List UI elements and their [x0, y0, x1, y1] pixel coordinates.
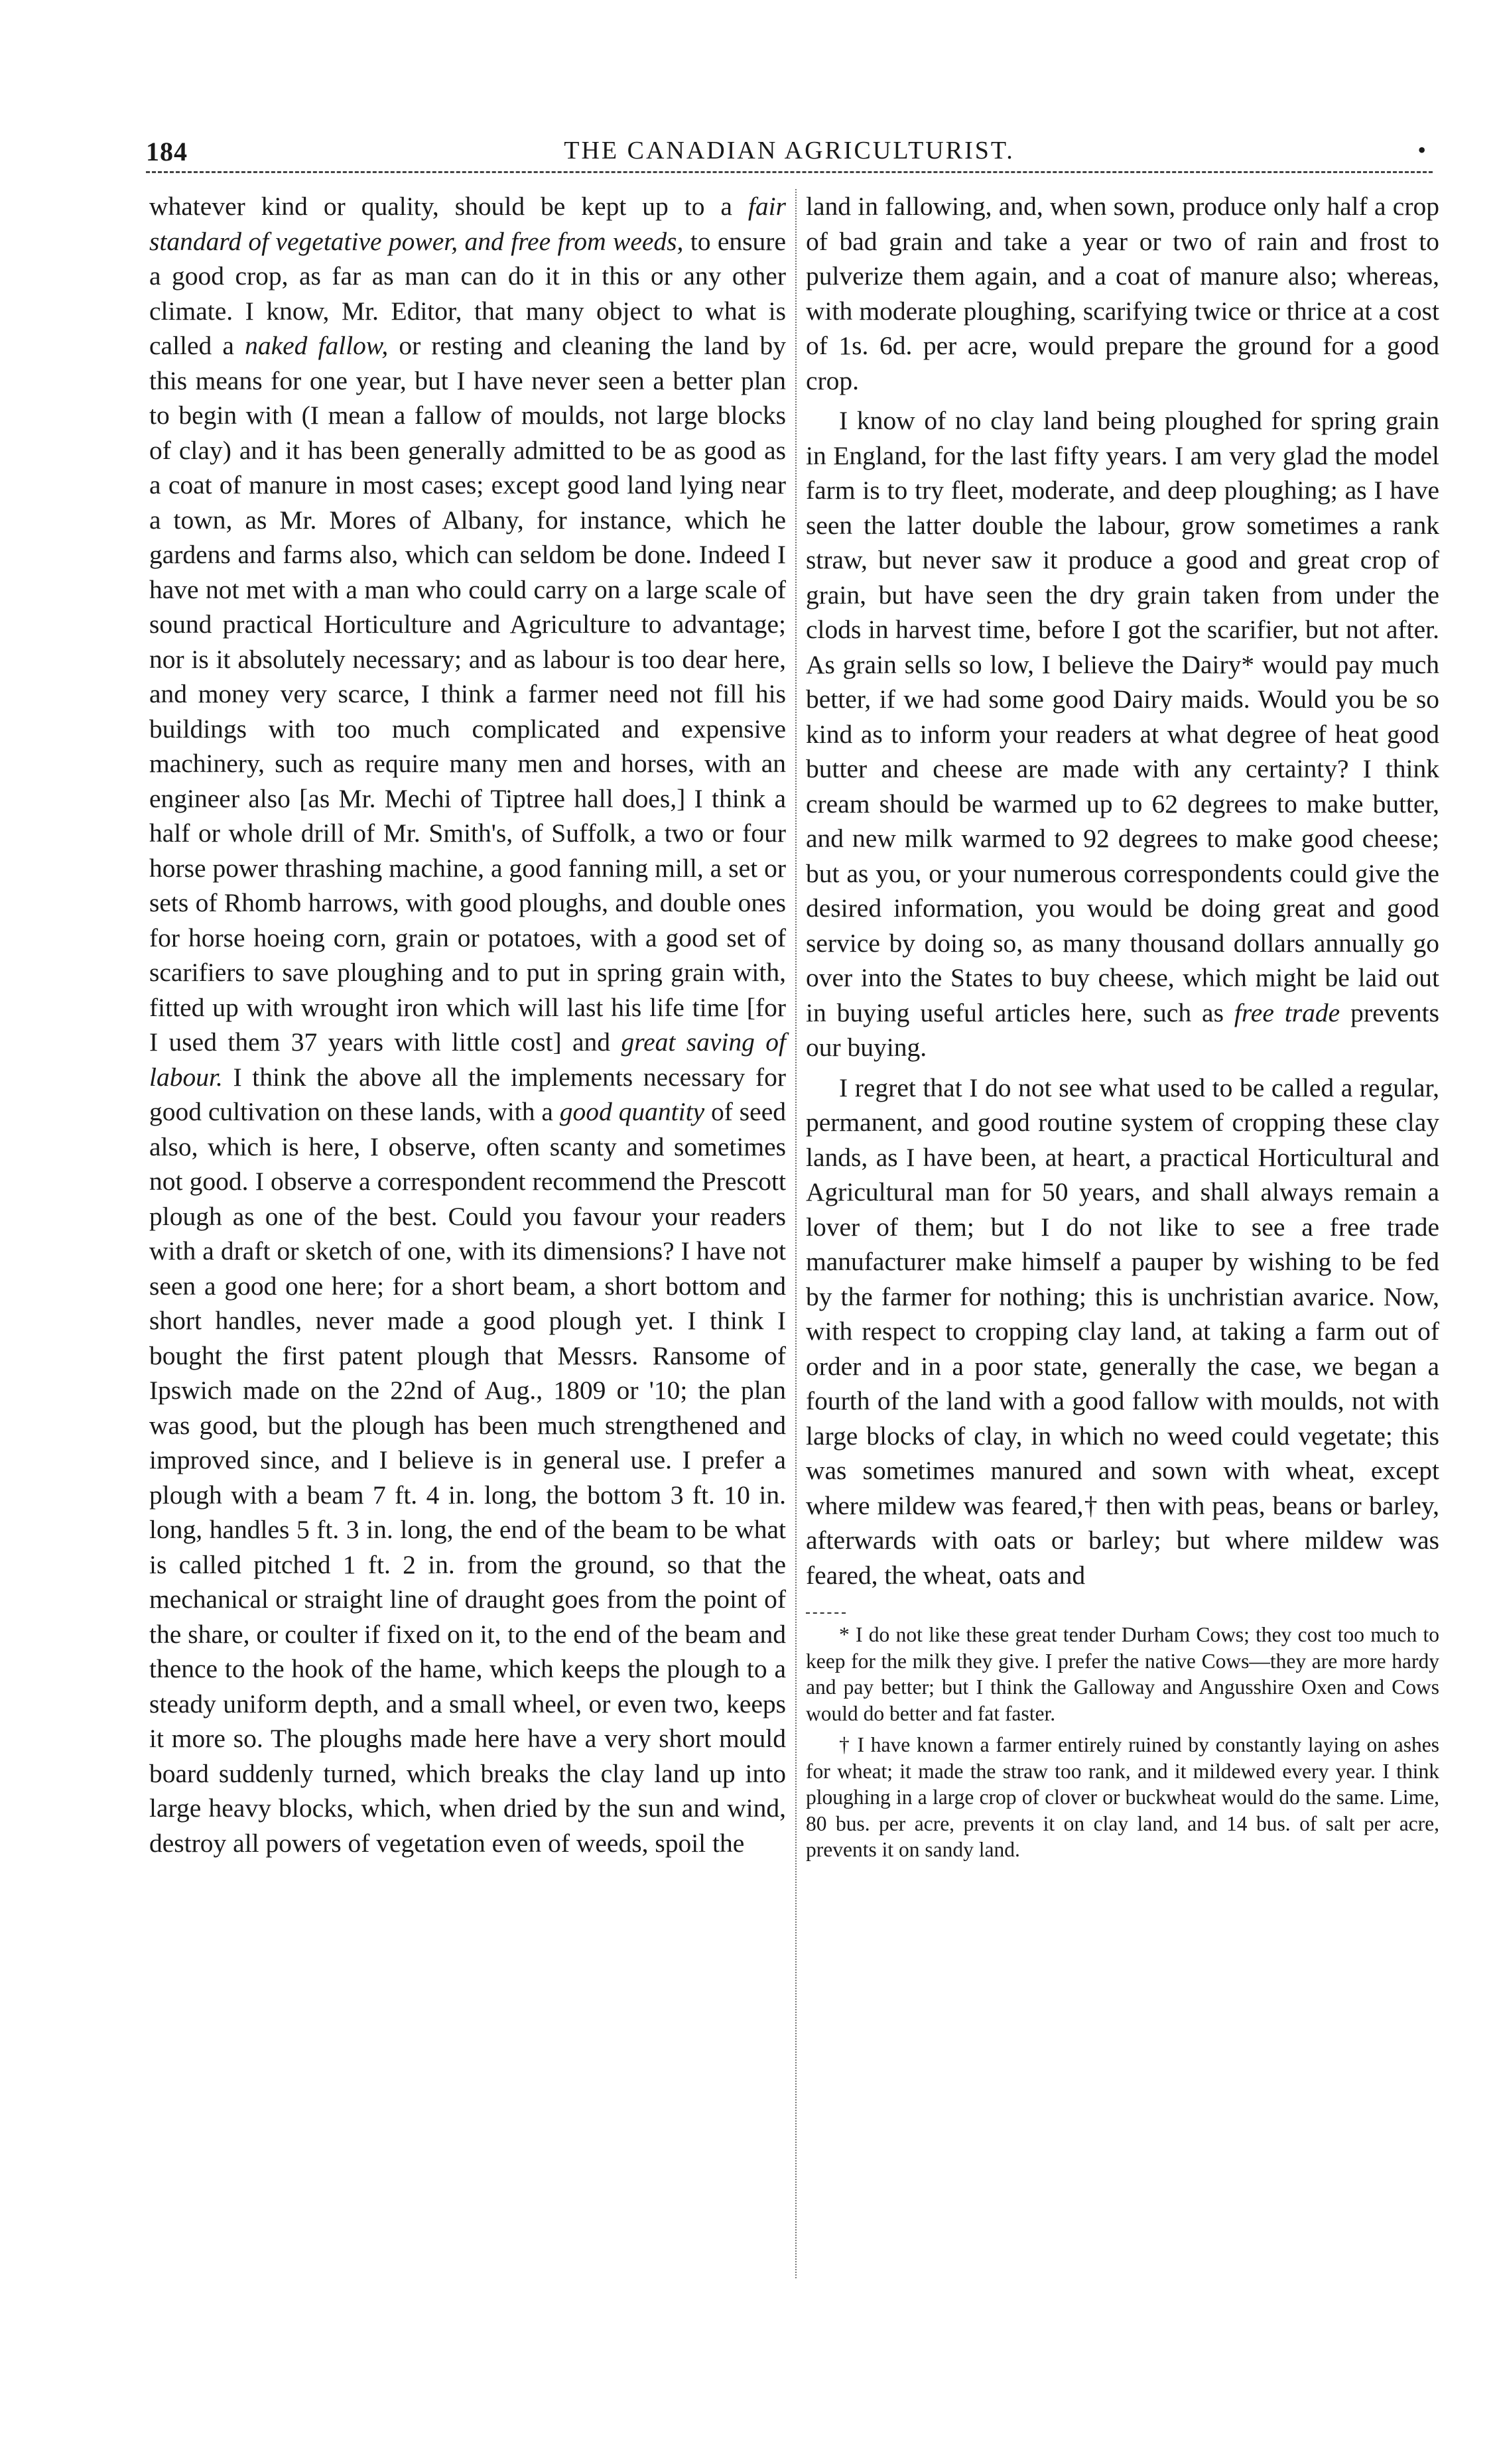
- text-run: of seed also, which is here, I observe, often scanty and sometimes not good. I observe a correspondent recommend the Prescott plough as one of the best. Could you favour your readers with a draft or sketch of one, with its dimensions? I have not seen a good one here; for a short beam, a short bottom and short handles, never made a good plough yet. I think I bought the first patent plough that Messrs. Ransome of Ipswich made on the 22nd of Aug., 1809 or '10; the plan was good, but the plough has been much strengthened and improved since, and I believe is in general use. I prefer a plough with a beam 7 ft. 4 in. long, the bottom 3 ft. 10 in. long, handles 5 ft. 3 in. long, the end of the beam to be what is called pitched 1 ft. 2 in. from the ground, so that the mechanical or straight line of draught goes from the point of the share, or coulter if fixed on it, to the end of the beam and thence to the hook of the hame, which keeps the plough to a steady uniform depth, and a small wheel, or even two, keeps it more so. The ploughs made here have a very short mould board suddenly turned, which breaks the clay land up into large heavy blocks, which, when dried by the sun and wind, destroy all powers of vegetation even of weeds, spoil the: [149, 1097, 786, 1858]
- right-column: [806, 189, 1439, 1868]
- running-title: THE CANADIAN AGRICULTURIST.: [564, 137, 1015, 164]
- text-run: land in fallowing, and, when sown, produce only half a crop of bad grain and take a year or two of rain and frost to pulverize them again, and a coat of manure also; whereas, with moderate ploughing, scarifying twice or thrice at a cost of 1s. 6d. per acre, would prepare the ground for a good crop.: [806, 192, 1439, 395]
- footnote-2: † I have known a farmer entirely ruined by constantly laying on ashes for wheat; it made the straw too rank, and it mildewed every year. I think ploughing in a large crop of clover or buckwheat would do the same. Lime, 80 bus. per acre, prevents it on clay land, and 14 bus. of salt per acre, prevents it on sandy land.: [806, 1733, 1439, 1861]
- header-dot-mark: •: [1417, 137, 1426, 163]
- left-column: [149, 189, 786, 1866]
- right-paragraph-2: [806, 403, 1439, 1065]
- italic-text-run: naked fallow,: [245, 331, 389, 360]
- page-number: 184: [146, 137, 188, 166]
- text-run: to ensure a good crop, as far as man can do it in this or any other climate. I know, Mr. Editor, that many object to what is called a: [149, 226, 786, 360]
- text-run: I know of no clay land being ploughed for spring grain in England, for the last fifty years. I am very glad the model farm is to try fleet, moderate, and deep ploughing; as I have seen the latter double the labour, grow sometimes a rank straw, but never saw it produce a good and great crop of grain, but have seen the dry grain taken from under the clods in harvest time, before I got the scarifier, but not after. As grain sells so low, I believe the Dairy* would pay much better, if we had some good Dairy maids. Would you be so kind as to inform your readers at what degree of heat good butter and cheese are made with any certainty? I think cream should be warmed up to 62 degrees to make butter, and new milk warmed to 92 degrees to make good cheese; but as you, or your numerous correspondents could give the desired information, you would be doing great and good service by doing so, as many thousand dollars annually go over into the States to buy cheese, which might be laid out in buying useful articles here, such as: [806, 406, 1439, 1027]
- text-run: I think the above all the implements necessary for good cultivation on these lands, with a: [149, 1062, 786, 1126]
- italic-text-run: great saving of labour.: [149, 1027, 787, 1092]
- footnote-separator: [806, 1612, 846, 1614]
- text-run: I regret that I do not see what used to be called a regular, permanent, and good routine system of cropping these clay lands, as I have been, at heart, a practical Horticultural and Agricultural man for 50 years, and shall always remain a lover of them; but I do not like to see a free trade manufacturer make himself a pauper by wishing to be fed by the farmer for nothing; this is unchristian avarice. Now, with respect to cropping clay land, at taking a farm out of order and in a poor state, generally the case, we began a fourth of the land with a good fallow with moulds, not with large blocks of clay, in which no weed could vegetate; this was sometimes manured and sown with wheat, except where mildew was feared,† then with peas, beans or barley, afterwards with oats or barley; but where mildew was feared, the wheat, oats and: [806, 1072, 1439, 1590]
- footnote-1: * I do not like these great tender Durham Cows; they cost too much to keep for the milk they give. I prefer the native Cows—they are more hardy and pay better; but I think the Galloway and Angusshire Oxen and Cows would do better and fat faster.: [806, 1623, 1439, 1725]
- right-paragraph-1: [806, 189, 1439, 398]
- italic-text-run: fair standard of vegetative power, and free from weeds,: [149, 192, 786, 256]
- italic-text-run: free trade: [1234, 998, 1340, 1027]
- text-run: whatever kind or quality, should be kept up to a: [149, 192, 748, 221]
- text-run: prevents our buying.: [806, 998, 1439, 1062]
- header-rule: [146, 171, 1433, 173]
- page-header: [146, 136, 1433, 182]
- italic-text-run: good quantity: [559, 1097, 705, 1126]
- text-run: or resting and cleaning the land by this means for one year, but I have never seen a better plan to begin with (I mean a fallow of moulds, not large blocks of clay) and it has been generally admitted to be as good as a coat of manure in most cases; except good land lying near a town, as Mr. Mores of Albany, for instance, which he gardens and farms also, which can seldom be done. Indeed I have not met with a man who could carry on a large scale of sound practical Horticulture and Agriculture to advantage; nor is it absolutely necessary; and as labour is too dear here, and money very scarce, I think a farmer need not fill his buildings with too much complicated and expensive machinery, such as require many men and horses, with an engineer also [as Mr. Mechi of Tiptree hall does,] I think a half or whole drill of Mr. Smith's, of Suffolk, a two or four horse power thrashing machine, a good fanning mill, a set or sets of Rhomb harrows, with good ploughs, and double ones for horse hoeing corn, grain or potatoes, with a good set of scarifiers to save ploughing and to put in spring grain with, fitted up with wrought iron which will last his life time [for I used them 37 years with little cost] and: [149, 331, 787, 1057]
- column-divider: [795, 189, 797, 2278]
- left-paragraph-1: [149, 189, 786, 1860]
- right-paragraph-3: [806, 1070, 1439, 1593]
